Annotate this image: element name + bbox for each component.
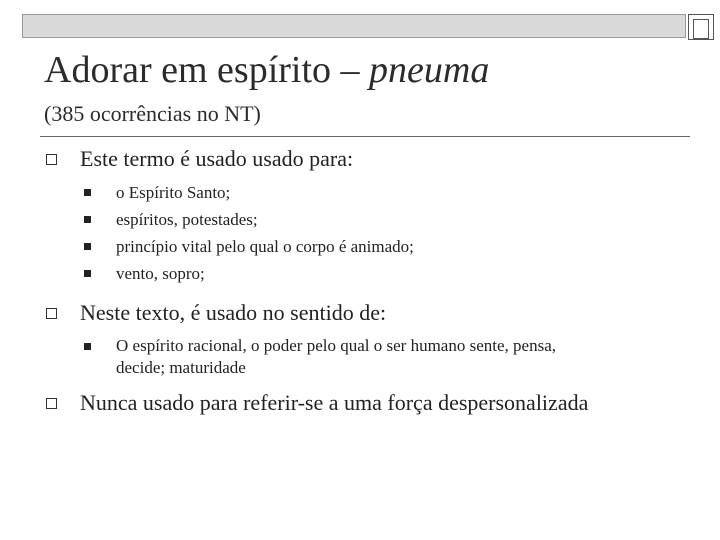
filled-square-bullet-icon bbox=[84, 270, 91, 277]
decorative-corner-square-inner bbox=[693, 19, 709, 39]
slide-title-main: Adorar em espírito – bbox=[44, 49, 370, 91]
slide-subtitle: (385 ocorrências no NT) bbox=[44, 101, 261, 126]
title-divider bbox=[40, 136, 690, 137]
bullet-1-sub-2: espíritos, potestades; bbox=[116, 210, 258, 229]
bullet-1-text: Este termo é usado usado para: bbox=[80, 146, 354, 171]
hollow-square-bullet-icon bbox=[46, 398, 57, 409]
bullet-2-text: Neste texto, é usado no sentido de: bbox=[80, 300, 387, 325]
decorative-top-bar bbox=[22, 14, 686, 38]
slide-title-emphasis: pneuma bbox=[369, 49, 490, 91]
filled-square-bullet-icon bbox=[84, 343, 91, 350]
bullet-1-sub-3: princípio vital pelo qual o corpo é animado; bbox=[116, 237, 414, 256]
slide-title bbox=[44, 48, 489, 92]
bullet-1-sub-4: vento, sopro; bbox=[116, 264, 205, 283]
bullet-2-sub-line-1: O espírito racional, o poder pelo qual o ser humano sente, pensa, bbox=[116, 336, 556, 355]
hollow-square-bullet-icon bbox=[46, 154, 57, 165]
hollow-square-bullet-icon bbox=[46, 308, 57, 319]
bullet-3-text: Nunca usado para referir-se a uma força despersonalizada bbox=[80, 390, 589, 415]
bullet-2-sub-line-2: decide; maturidade bbox=[116, 358, 246, 377]
bullet-1-sub-1: o Espírito Santo; bbox=[116, 183, 231, 202]
filled-square-bullet-icon bbox=[84, 243, 91, 250]
filled-square-bullet-icon bbox=[84, 216, 91, 223]
filled-square-bullet-icon bbox=[84, 189, 91, 196]
